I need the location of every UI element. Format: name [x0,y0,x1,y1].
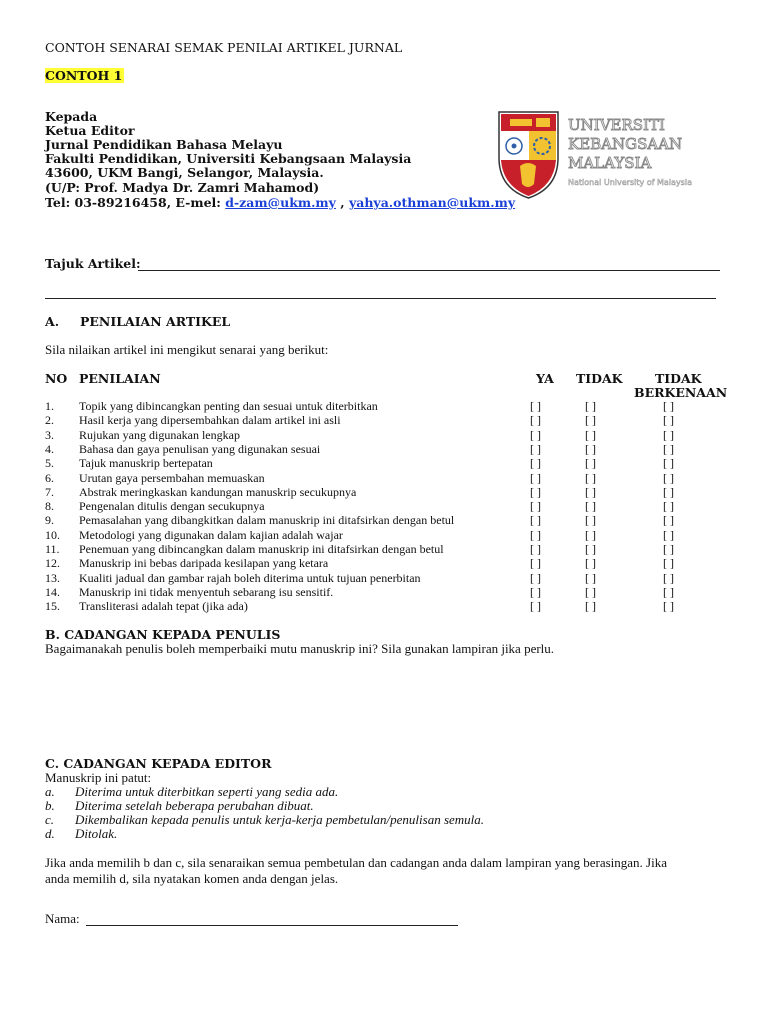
option-d-letter: d. [45,826,55,841]
criteria-number: 3. [45,428,54,442]
col-header-no: NO [45,371,68,386]
criteria-number: 10. [45,528,60,542]
criteria-number: 4. [45,442,54,456]
svg-text:UNIVERSITI: UNIVERSITI [568,116,665,134]
address-line-5: 43600, UKM Bangi, Selangor, Malaysia. [45,165,324,180]
checkbox-yes[interactable]: [ ] [530,399,541,413]
checkbox-yes[interactable]: [ ] [530,599,541,613]
editor-note-line-1: Jika anda memilih b dan c, sila senaraikan semua pembetulan dan cadangan anda dalam lampiran yang berasingan. Jika [45,855,667,870]
checkbox-not-applicable[interactable]: [ ] [663,399,674,413]
address-line-1: Kepada [45,109,98,124]
checkbox-yes[interactable]: [ ] [530,471,541,485]
checkbox-not-applicable[interactable]: [ ] [663,413,674,427]
checkbox-not-applicable[interactable]: [ ] [663,471,674,485]
checkbox-not-applicable[interactable]: [ ] [663,485,674,499]
checkbox-not-applicable[interactable]: [ ] [663,599,674,613]
checkbox-yes[interactable]: [ ] [530,413,541,427]
email-link-1[interactable]: d-zam@ukm.my [225,195,336,210]
checkbox-no[interactable]: [ ] [585,428,596,442]
article-title-label: Tajuk Artikel: [45,256,141,271]
checkbox-no[interactable]: [ ] [585,413,596,427]
checkbox-not-applicable[interactable]: [ ] [663,499,674,513]
criteria-number: 12. [45,556,60,570]
address-line-4: Fakulti Pendidikan, Universiti Kebangsaan Malaysia [45,151,412,166]
section-a-intro: Sila nilaikan artikel ini mengikut senarai yang berikut: [45,342,329,357]
checkbox-yes[interactable]: [ ] [530,528,541,542]
checkbox-no[interactable]: [ ] [585,513,596,527]
checkbox-not-applicable[interactable]: [ ] [663,542,674,556]
criteria-text: Manuskrip ini bebas daripada kesilapan yang ketara [79,556,329,570]
article-title-field-line-2[interactable] [45,298,716,299]
email-link-2[interactable]: yahya.othman@ukm.my [348,195,516,210]
criteria-number: 7. [45,485,54,499]
checkbox-no[interactable]: [ ] [585,599,596,613]
article-title-field-line-1[interactable] [138,270,720,271]
checkbox-not-applicable[interactable]: [ ] [663,456,674,470]
option-a-text: Diterima untuk diterbitkan seperti yang sedia ada. [75,784,339,799]
section-b-heading: B. CADANGAN KEPADA PENULIS [45,627,281,642]
checkbox-no[interactable]: [ ] [585,542,596,556]
section-b-text: Bagaimanakah penulis boleh memperbaiki mutu manuskrip ini? Sila gunakan lampiran jika perlu. [45,641,555,656]
criteria-text: Topik yang dibincangkan penting dan sesuai untuk diterbitkan [79,399,378,413]
checkbox-not-applicable[interactable]: [ ] [663,428,674,442]
checkbox-no[interactable]: [ ] [585,499,596,513]
col-header-no-opt: TIDAK [576,371,623,386]
criteria-text: Urutan gaya persembahan memuaskan [79,471,265,485]
option-c-letter: c. [45,812,55,827]
section-a-heading: PENILAIAN ARTIKEL [80,314,231,329]
checkbox-yes[interactable]: [ ] [530,442,541,456]
checkbox-no[interactable]: [ ] [585,485,596,499]
ukm-crest-icon [496,110,711,202]
checkbox-no[interactable]: [ ] [585,528,596,542]
criteria-number: 9. [45,513,54,527]
option-b-letter: b. [45,798,55,813]
address-line-2: Ketua Editor [45,123,135,138]
checkbox-not-applicable[interactable]: [ ] [663,513,674,527]
section-a-letter: A. [45,314,60,329]
checkbox-not-applicable[interactable]: [ ] [663,571,674,585]
checkbox-not-applicable[interactable]: [ ] [663,528,674,542]
criteria-text: Pengenalan ditulis dengan secukupnya [79,499,265,513]
svg-text:KEBANGSAAN: KEBANGSAAN [568,135,683,153]
criteria-number: 5. [45,456,54,470]
criteria-text: Hasil kerja yang dipersembahkan dalam artikel ini asli [79,413,341,427]
option-a-letter: a. [45,784,55,799]
col-header-yes: YA [536,371,554,386]
tel-text: Tel: 03-89216458, E-mel: [45,195,226,210]
criteria-number: 11. [45,542,60,556]
email-separator: , [335,195,349,210]
criteria-number: 13. [45,571,60,585]
checkbox-yes[interactable]: [ ] [530,499,541,513]
col-header-na-2: BERKENAAN [634,385,728,400]
option-b-text: Diterima setelah beberapa perubahan dibuat. [75,798,314,813]
checkbox-yes[interactable]: [ ] [530,456,541,470]
address-line-6: (U/P: Prof. Madya Dr. Zamri Mahamod) [45,180,320,195]
name-field-line[interactable] [86,925,458,926]
ukm-logo [496,110,711,202]
col-header-criteria: PENILAIAN [79,371,161,386]
checkbox-yes[interactable]: [ ] [530,428,541,442]
criteria-number: 2. [45,413,54,427]
checkbox-not-applicable[interactable]: [ ] [663,442,674,456]
criteria-number: 8. [45,499,54,513]
criteria-text: Tajuk manuskrip bertepatan [79,456,213,470]
criteria-text: Abstrak meringkaskan kandungan manuskrip secukupnya [79,485,357,499]
document-title: CONTOH SENARAI SEMAK PENILAI ARTIKEL JURNAL [45,40,403,55]
checkbox-no[interactable]: [ ] [585,556,596,570]
criteria-text: Metodologi yang digunakan dalam kajian adalah wajar [79,528,343,542]
criteria-text: Pemasalahan yang dibangkitkan dalam manuskrip ini ditafsirkan dengan betul [79,513,455,527]
checkbox-no[interactable]: [ ] [585,399,596,413]
criteria-text: Transliterasi adalah tepat (jika ada) [79,599,248,613]
checkbox-yes[interactable]: [ ] [530,585,541,599]
section-c-intro: Manuskrip ini patut: [45,770,152,785]
criteria-number: 15. [45,599,60,613]
checkbox-not-applicable[interactable]: [ ] [663,585,674,599]
criteria-text: Kualiti jadual dan gambar rajah boleh diterima untuk tujuan penerbitan [79,571,421,585]
example-label: CONTOH 1 [45,68,123,83]
checkbox-no[interactable]: [ ] [585,585,596,599]
criteria-number: 14. [45,585,60,599]
criteria-text: Bahasa dan gaya penulisan yang digunakan sesuai [79,442,321,456]
checkbox-yes[interactable]: [ ] [530,556,541,570]
svg-text:National University of Malaysi: National University of Malaysia [568,178,692,187]
checkbox-yes[interactable]: [ ] [530,542,541,556]
svg-text:MALAYSIA: MALAYSIA [568,154,652,172]
checkbox-yes[interactable]: [ ] [530,485,541,499]
checkbox-no[interactable]: [ ] [585,471,596,485]
checkbox-not-applicable[interactable]: [ ] [663,556,674,570]
option-c-text: Dikembalikan kepada penulis untuk kerja-kerja pembetulan/penulisan semula. [75,812,485,827]
editor-note-line-2: anda memilih d, sila nyatakan komen anda dengan jelas. [45,871,339,886]
checkbox-no[interactable]: [ ] [585,442,596,456]
checkbox-no[interactable]: [ ] [585,571,596,585]
criteria-text: Rujukan yang digunakan lengkap [79,428,240,442]
name-label: Nama: [45,911,80,926]
criteria-number: 6. [45,471,54,485]
contact-line [45,196,515,210]
checkbox-yes[interactable]: [ ] [530,513,541,527]
col-header-na-1: TIDAK [655,371,702,386]
criteria-text: Manuskrip ini tidak menyentuh sebarang isu sensitif. [79,585,334,599]
option-d-text: Ditolak. [75,826,118,841]
checkbox-yes[interactable]: [ ] [530,571,541,585]
checkbox-no[interactable]: [ ] [585,456,596,470]
criteria-number: 1. [45,399,54,413]
address-line-3: Jurnal Pendidikan Bahasa Melayu [45,137,283,152]
section-c-heading: C. CADANGAN KEPADA EDITOR [45,756,272,771]
criteria-text: Penemuan yang dibincangkan dalam manuskrip ini ditafsirkan dengan betul [79,542,444,556]
